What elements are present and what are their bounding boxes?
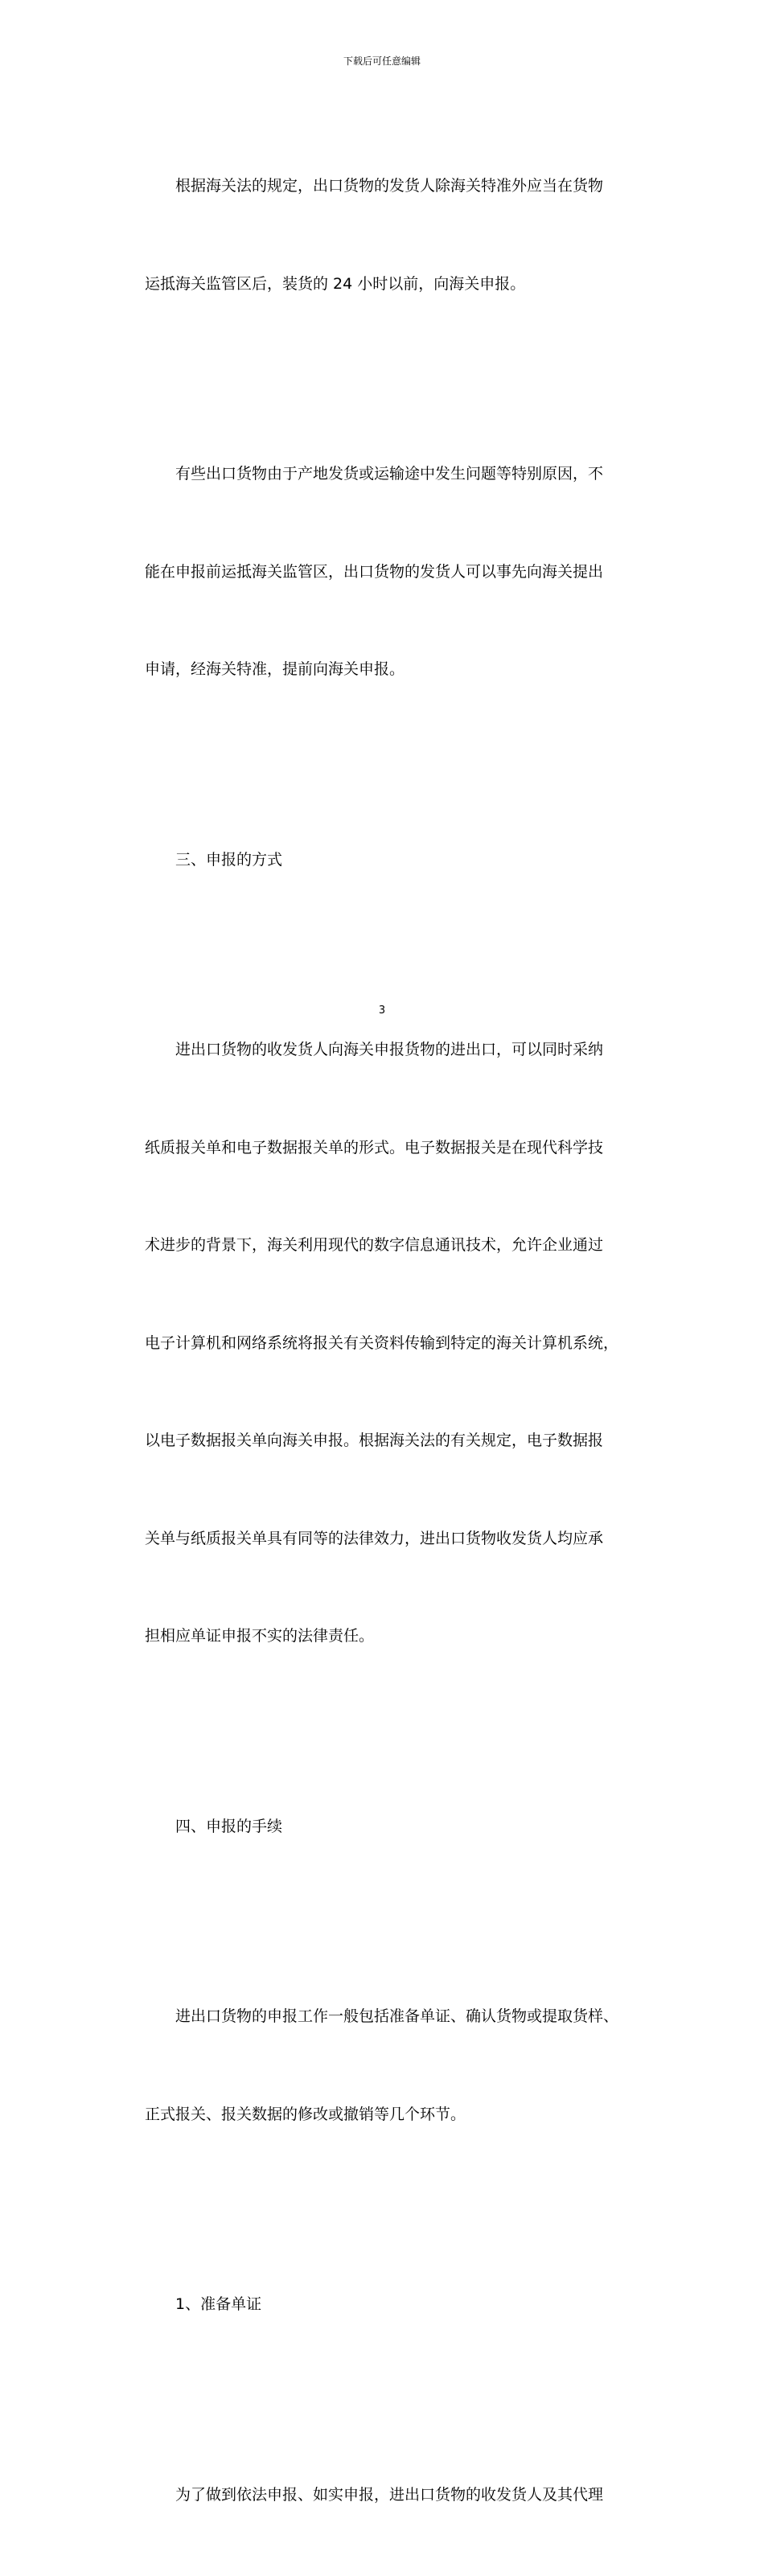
heading-text: 四、申报的手续 [145,1810,611,1843]
heading-text: 1、准备单证 [145,2288,611,2321]
text-line: 关单与纸质报关单具有同等的法律效力，进出口货物收发货人均应承 [145,1522,611,1555]
text-line: 有些出口货物由于产地发货或运输途中发生问题等特别原因，不 [145,458,611,491]
text-line: 担相应单证申报不实的法律责任。 [145,1620,611,1653]
paragraph-lawful-declaration [145,2414,611,2576]
text-line: 正式报关、报关数据的修改或撤销等几个环节。 [145,2098,611,2131]
text-line: 申请，经海关特准，提前向海关申报。 [145,653,611,686]
text-line: 运抵海关监管区后，装货的 24 小时以前，向海关申报。 [145,268,611,301]
heading-text: 三、申报的方式 [145,844,611,877]
text-line: 以电子数据报关单向海关申报。根据海关法的有关规定，电子数据报 [145,1424,611,1457]
text-line: 根据海关法的规定，出口货物的发货人除海关特准外应当在货物 [145,170,611,203]
text-line: 进出口货物的申报工作一般包括准备单证、确认货物或提取货样、 [145,2000,611,2033]
text-line: 为了做到依法申报、如实申报，进出口货物的收发货人及其代理 [145,2479,611,2512]
text-line: 术进步的背景下，海关利用现代的数字信息通讯技术，允许企业通过 [145,1229,611,1262]
section-heading-declaration-method [145,779,611,942]
subheading-prepare-documents [145,2223,611,2386]
page-number: 3 [0,1004,764,1018]
text-line: 进出口货物的收发货人向海关申报货物的进出口，可以同时采纳 [145,1033,611,1066]
text-line: 能在申报前运抵海关监管区，出口货物的发货人可以事先向海关提出 [145,556,611,589]
section-heading-declaration-procedures [145,1745,611,1908]
paragraph-declaration-deadline [145,105,611,365]
text-line: 电子计算机和网络系统将报关有关资料传输到特定的海关计算机系统， [145,1327,611,1360]
text-line: 纸质报关单和电子数据报关单的形式。电子数据报关是在现代科学技 [145,1132,611,1165]
paragraph-electronic-declaration [145,968,611,1718]
paragraph-declaration-steps [145,1935,611,2196]
header-note: 下载后可任意编辑 [0,55,764,68]
document-body [145,105,611,2576]
paragraph-advance-declaration [145,392,611,751]
